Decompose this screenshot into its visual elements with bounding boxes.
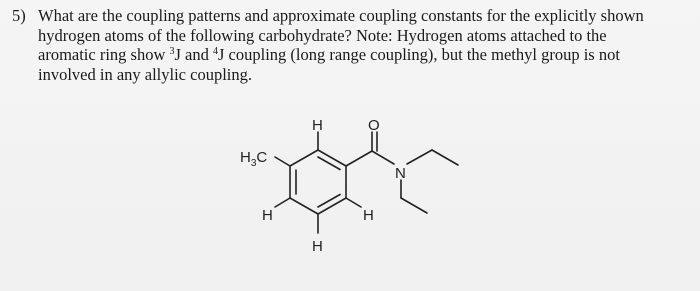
atom-label-h-right: H	[363, 207, 374, 224]
ring-double-bond-bottom	[318, 195, 340, 208]
bond-carbonyl-n	[372, 151, 394, 164]
bond-h-right	[346, 198, 361, 207]
h3c-subscript: 3	[250, 158, 257, 169]
question-line-3-part-a: aromatic ring show	[38, 45, 170, 64]
atom-label-h-bottom: H	[312, 238, 323, 255]
atom-label-h-top: H	[312, 117, 323, 134]
bond-n-ethyl-1b	[432, 150, 458, 165]
h3c-c: C	[256, 149, 268, 166]
superscript-4: 4	[213, 46, 219, 57]
ring-double-bond-top	[318, 157, 340, 170]
question-number: 5)	[12, 6, 26, 25]
question-line-1: What are the coupling patterns and approximate coupling constants for the explicitly shown	[38, 6, 644, 25]
ring-bond-top-right	[318, 150, 346, 166]
ring-bond-bottom-right	[318, 198, 346, 214]
bond-methyl	[275, 157, 290, 166]
question-line-2: hydrogen atoms of the following carbohydrate? Note: Hydrogen atoms attached to the	[38, 25, 607, 45]
atom-label-h-left: H	[262, 207, 273, 224]
question-line-3-part-c: J coupling (long range coupling), but the methyl group is not	[218, 45, 620, 64]
question-line-3-part-b: J and	[174, 45, 214, 64]
atom-label-nitrogen: N	[395, 165, 406, 182]
h3c-h: H	[240, 149, 251, 166]
ring-bond-bottom-left	[290, 198, 318, 214]
atom-label-h3c	[240, 149, 267, 169]
question-line-4: involved in any allylic coupling.	[38, 64, 253, 84]
bond-h-left	[275, 198, 290, 207]
bond-n-ethyl-1a	[407, 150, 432, 164]
bond-ring-carbonyl	[346, 151, 372, 166]
superscript-3: 3	[169, 46, 175, 57]
atom-label-oxygen: O	[368, 117, 380, 134]
ring-bond-top-left	[290, 150, 318, 166]
bond-n-ethyl-2b	[401, 198, 427, 213]
